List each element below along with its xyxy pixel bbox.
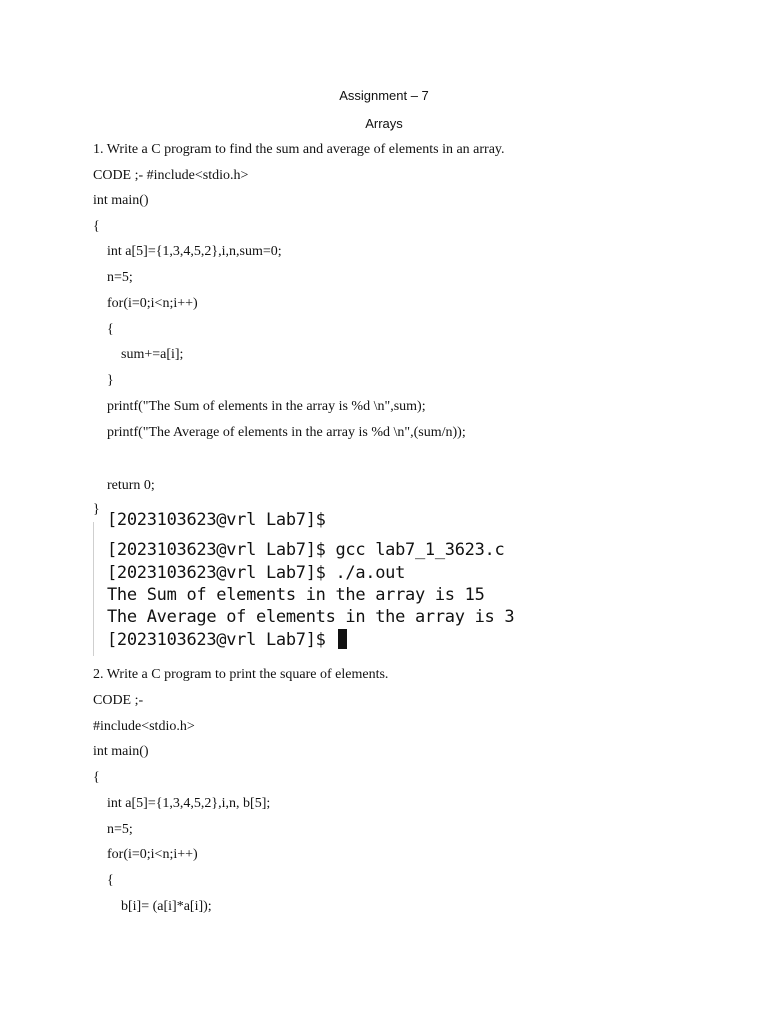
code-line: b[i]= (a[i]*a[i]);: [121, 899, 212, 914]
code-line: n=5;: [107, 822, 133, 837]
code-line: printf("The Average of elements in the array is %d \n",(sum/n));: [107, 425, 466, 440]
terminal-cursor: [338, 629, 347, 649]
code-line: int a[5]={1,3,4,5,2},i,n,sum=0;: [107, 244, 282, 259]
code-line: int main(): [93, 193, 149, 208]
code-line: CODE ;- #include<stdio.h>: [93, 168, 249, 183]
terminal-line: [2023103623@vrl Lab7]$: [107, 510, 326, 530]
code-line: int main(): [93, 744, 149, 759]
terminal-line: [2023103623@vrl Lab7]$ ./a.out: [107, 563, 406, 583]
assignment-title: Assignment – 7: [339, 88, 429, 103]
question-1: 1. Write a C program to find the sum and average of elements in an array.: [93, 142, 505, 157]
terminal-line: [2023103623@vrl Lab7]$: [107, 630, 336, 650]
code-line: int a[5]={1,3,4,5,2},i,n, b[5];: [107, 796, 271, 811]
terminal-prompt-row: [107, 629, 347, 650]
code-line: {: [107, 873, 114, 888]
question-2: 2. Write a C program to print the square of elements.: [93, 667, 389, 682]
terminal-output-screenshot: [93, 510, 564, 656]
code-line: {: [93, 770, 100, 785]
code-line: printf("The Sum of elements in the array is %d \n",sum);: [107, 399, 426, 414]
terminal-line: The Average of elements in the array is 3: [107, 607, 515, 627]
code-line: return 0;: [107, 478, 155, 493]
code-line: #include<stdio.h>: [93, 719, 195, 734]
code-line: }: [93, 502, 100, 517]
code-line: n=5;: [107, 270, 133, 285]
terminal-line: The Sum of elements in the array is 15: [107, 585, 485, 605]
terminal-line: [2023103623@vrl Lab7]$ gcc lab7_1_3623.c: [107, 540, 505, 560]
code-line: for(i=0;i<n;i++): [107, 296, 198, 311]
assignment-subtitle: Arrays: [365, 116, 403, 131]
code-line: sum+=a[i];: [121, 347, 184, 362]
code-line: }: [107, 373, 114, 388]
code-line: for(i=0;i<n;i++): [107, 847, 198, 862]
code-line: CODE ;-: [93, 693, 144, 708]
code-line: {: [107, 322, 114, 337]
code-line: {: [93, 219, 100, 234]
